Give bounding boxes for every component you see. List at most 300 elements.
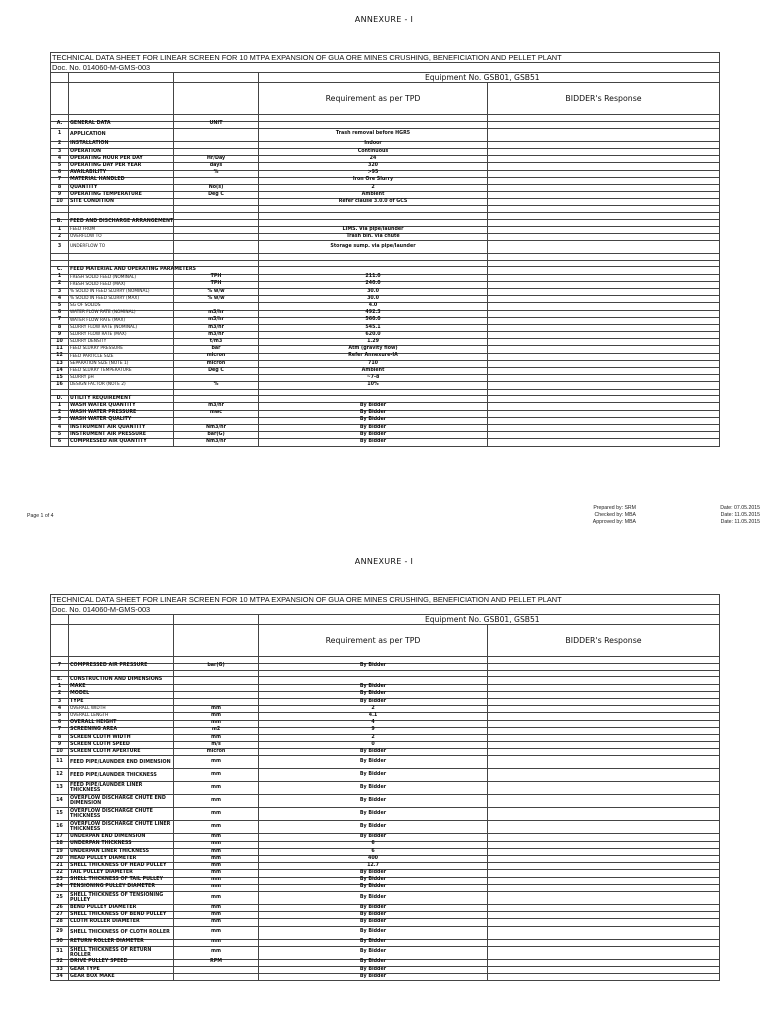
row-bidder-response bbox=[488, 260, 720, 267]
table-row bbox=[51, 756, 720, 769]
annexure-heading-p2: ANNEXURE - I bbox=[354, 557, 414, 566]
row-number: 23 bbox=[51, 877, 69, 884]
page-number: Page 1 of 4 bbox=[27, 513, 54, 519]
row-number: 6 bbox=[51, 439, 69, 446]
row-number: 1 bbox=[51, 128, 69, 141]
row-description: INSTRUMENT AIR PRESSURE bbox=[69, 432, 174, 439]
row-unit: mm bbox=[174, 808, 259, 821]
row-bidder-response bbox=[488, 691, 720, 698]
row-description: SCREENING AREA bbox=[69, 727, 174, 734]
row-number: 5 bbox=[51, 303, 69, 310]
row-description: SHELL THICKNESS OF HEAD PULLEY bbox=[69, 863, 174, 870]
row-requirement bbox=[259, 254, 488, 261]
table-row bbox=[51, 959, 720, 966]
row-bidder-response bbox=[488, 219, 720, 226]
row-description: WATER FLOW RATE (MAX) bbox=[69, 317, 174, 324]
table-row bbox=[51, 891, 720, 904]
row-bidder-response bbox=[488, 410, 720, 417]
row-requirement: 30.0 bbox=[259, 296, 488, 303]
row-description: FEED SLURRY PRESSURE bbox=[69, 346, 174, 353]
row-bidder-response bbox=[488, 303, 720, 310]
row-bidder-response bbox=[488, 939, 720, 946]
row-number: E. bbox=[51, 677, 69, 684]
row-bidder-response bbox=[488, 891, 720, 904]
row-description: OVERFLOW DISCHARGE CHUTE LINER THICKNESS bbox=[69, 821, 174, 834]
row-description bbox=[69, 206, 174, 213]
row-number: 13 bbox=[51, 782, 69, 795]
row-bidder-response bbox=[488, 713, 720, 720]
row-unit: days bbox=[174, 163, 259, 170]
table-row bbox=[51, 706, 720, 713]
row-bidder-response bbox=[488, 424, 720, 431]
row-requirement: 4.1 bbox=[259, 713, 488, 720]
row-requirement: 2 bbox=[259, 184, 488, 191]
row-description: TYPE bbox=[69, 698, 174, 705]
sheet-title: TECHNICAL DATA SHEET FOR LINEAR SCREEN FOR 10 MTPA EXPANSION OF GUA ORE MINES CRUSHING, BENEFICIATION AND PELLET PLANT bbox=[51, 595, 720, 605]
table-row bbox=[51, 795, 720, 808]
table-row bbox=[51, 226, 720, 233]
row-number: 2 bbox=[51, 281, 69, 288]
row-unit bbox=[174, 684, 259, 691]
table-row bbox=[51, 375, 720, 382]
row-description: GENERAL DATA bbox=[69, 121, 174, 128]
row-unit: UNIT bbox=[174, 121, 259, 128]
row-bidder-response bbox=[488, 360, 720, 367]
row-number: 3 bbox=[51, 241, 69, 254]
row-description: HEAD PULLEY DIAMETER bbox=[69, 856, 174, 863]
row-description: OVERFLOW TO bbox=[69, 234, 174, 241]
row-bidder-response bbox=[488, 870, 720, 877]
row-number: 16 bbox=[51, 382, 69, 389]
row-bidder-response bbox=[488, 974, 720, 981]
row-unit: % w/w bbox=[174, 296, 259, 303]
table-row bbox=[51, 663, 720, 670]
row-description: SCREEN CLOTH APERTURE bbox=[69, 749, 174, 756]
row-bidder-response bbox=[488, 184, 720, 191]
row-requirement: Ambient bbox=[259, 368, 488, 375]
approved-date: Date: 11.05.2015 bbox=[720, 518, 760, 525]
date-block bbox=[660, 505, 760, 525]
row-number: 34 bbox=[51, 974, 69, 981]
row-requirement: 400 bbox=[259, 856, 488, 863]
table-row bbox=[51, 841, 720, 848]
row-requirement: LIMS. Via pipe/launder bbox=[259, 226, 488, 233]
row-bidder-response bbox=[488, 141, 720, 148]
row-unit: mm bbox=[174, 863, 259, 870]
row-number: 3 bbox=[51, 417, 69, 424]
datasheet-table-p1 bbox=[50, 52, 720, 447]
row-requirement: By Bidder bbox=[259, 877, 488, 884]
row-unit bbox=[174, 677, 259, 684]
row-bidder-response bbox=[488, 213, 720, 220]
table-row bbox=[51, 749, 720, 756]
prepared-by: Prepared by: SRM bbox=[593, 505, 636, 511]
row-description: DRIVE PULLEY SPEED bbox=[69, 959, 174, 966]
row-requirement: Atm (gravity flow) bbox=[259, 346, 488, 353]
row-description: SHELL THICKNESS OF TENSIONING PULLEY bbox=[69, 891, 174, 904]
row-bidder-response bbox=[488, 396, 720, 403]
row-requirement: >95 bbox=[259, 170, 488, 177]
table-row bbox=[51, 417, 720, 424]
row-requirement: 620.0 bbox=[259, 332, 488, 339]
row-requirement: By Bidder bbox=[259, 939, 488, 946]
table-row bbox=[51, 939, 720, 946]
row-unit: RPM bbox=[174, 959, 259, 966]
row-bidder-response bbox=[488, 403, 720, 410]
row-unit bbox=[174, 199, 259, 206]
row-unit: Deg C bbox=[174, 192, 259, 199]
row-unit: mm bbox=[174, 848, 259, 855]
row-unit: m3/hr bbox=[174, 310, 259, 317]
row-number: 27 bbox=[51, 912, 69, 919]
row-bidder-response bbox=[488, 324, 720, 331]
row-requirement: By Bidder bbox=[259, 884, 488, 891]
row-requirement: By Bidder bbox=[259, 698, 488, 705]
row-unit: mm bbox=[174, 720, 259, 727]
row-requirement bbox=[259, 206, 488, 213]
row-unit bbox=[174, 128, 259, 141]
row-number: 10 bbox=[51, 199, 69, 206]
table-row bbox=[51, 219, 720, 226]
table-row bbox=[51, 288, 720, 295]
row-description: % SOLID IN FEED SLURRY (MAX) bbox=[69, 296, 174, 303]
row-number bbox=[51, 254, 69, 261]
row-bidder-response bbox=[488, 241, 720, 254]
row-description: FEED PIPE/LAUNDER LINER THICKNESS bbox=[69, 782, 174, 795]
row-bidder-response bbox=[488, 192, 720, 199]
row-requirement: By Bidder bbox=[259, 795, 488, 808]
table-row bbox=[51, 310, 720, 317]
row-description: SLURRY pH bbox=[69, 375, 174, 382]
row-number: 7 bbox=[51, 177, 69, 184]
row-number bbox=[51, 206, 69, 213]
row-requirement: By Bidder bbox=[259, 834, 488, 841]
row-number: 5 bbox=[51, 432, 69, 439]
row-unit bbox=[174, 396, 259, 403]
table-row bbox=[51, 303, 720, 310]
equipment-number: Equipment No. GSB01, GSB51 bbox=[259, 615, 720, 625]
row-bidder-response bbox=[488, 281, 720, 288]
row-description: FEED AND DISCHARGE ARRANGEMENT bbox=[70, 219, 174, 225]
bidder-response-header: BIDDER's Response bbox=[488, 625, 720, 657]
row-unit bbox=[174, 148, 259, 155]
row-bidder-response bbox=[488, 821, 720, 834]
row-number bbox=[51, 670, 69, 677]
row-number: 31 bbox=[51, 946, 69, 959]
table-row bbox=[51, 834, 720, 841]
row-number bbox=[51, 260, 69, 267]
row-requirement: By Bidder bbox=[259, 403, 488, 410]
row-description: MODEL bbox=[69, 691, 174, 698]
row-number: 14 bbox=[51, 795, 69, 808]
checked-by: Checked by: MBA bbox=[594, 511, 636, 518]
row-requirement: By Bidder bbox=[259, 919, 488, 926]
row-unit: mm bbox=[174, 904, 259, 911]
row-unit: mm bbox=[174, 734, 259, 741]
row-unit: mm bbox=[174, 912, 259, 919]
row-description: FEED PIPE/LAUNDER THICKNESS bbox=[69, 769, 174, 782]
row-bidder-response bbox=[488, 234, 720, 241]
row-unit: mm bbox=[174, 713, 259, 720]
row-unit bbox=[174, 670, 259, 677]
row-bidder-response bbox=[488, 267, 720, 274]
row-requirement: 12.7 bbox=[259, 863, 488, 870]
row-bidder-response bbox=[488, 756, 720, 769]
row-number: 13 bbox=[51, 360, 69, 367]
row-description: OVERFLOW DISCHARGE CHUTE THICKNESS bbox=[69, 808, 174, 821]
row-bidder-response bbox=[488, 727, 720, 734]
row-requirement: By Bidder bbox=[259, 684, 488, 691]
row-requirement: By Bidder bbox=[259, 432, 488, 439]
row-unit: mm bbox=[174, 884, 259, 891]
row-unit: mm bbox=[174, 856, 259, 863]
table-row bbox=[51, 698, 720, 705]
table-row bbox=[51, 156, 720, 163]
row-number: 9 bbox=[51, 192, 69, 199]
row-unit: No(s) bbox=[174, 184, 259, 191]
row-requirement: By Bidder bbox=[259, 424, 488, 431]
row-bidder-response bbox=[488, 254, 720, 261]
row-description: OVERALL WIDTH bbox=[69, 706, 174, 713]
row-requirement: Storage sump. via pipe/launder bbox=[259, 241, 488, 254]
row-requirement bbox=[259, 115, 488, 122]
row-number: 24 bbox=[51, 884, 69, 891]
row-number: 1 bbox=[51, 274, 69, 281]
row-number: 6 bbox=[51, 310, 69, 317]
table-row bbox=[51, 966, 720, 973]
row-requirement bbox=[259, 213, 488, 220]
row-bidder-response bbox=[488, 749, 720, 756]
table-row bbox=[51, 742, 720, 749]
row-unit: mm bbox=[174, 782, 259, 795]
row-description: SLURRY FLOW RATE (NOMINAL) bbox=[69, 324, 174, 331]
approved-by: Approved by: MBA bbox=[592, 518, 636, 525]
row-bidder-response bbox=[488, 163, 720, 170]
table-row bbox=[51, 782, 720, 795]
row-bidder-response bbox=[488, 310, 720, 317]
table-row bbox=[51, 128, 720, 141]
row-bidder-response bbox=[488, 177, 720, 184]
row-description: OVERFLOW DISCHARGE CHUTE END DIMENSION bbox=[69, 795, 174, 808]
row-requirement: By Bidder bbox=[259, 417, 488, 424]
table-row bbox=[51, 769, 720, 782]
row-requirement: 6 bbox=[259, 848, 488, 855]
row-requirement: ~7-8 bbox=[259, 375, 488, 382]
row-unit bbox=[174, 206, 259, 213]
bidder-response-header: BIDDER's Response bbox=[488, 83, 720, 115]
row-unit: bar(G) bbox=[174, 663, 259, 670]
equipment-number: Equipment No. GSB01, GSB51 bbox=[259, 73, 720, 83]
row-description: UNDERPAN LINER THICKNESS bbox=[69, 848, 174, 855]
table-row bbox=[51, 339, 720, 346]
row-bidder-response bbox=[488, 368, 720, 375]
row-unit bbox=[174, 389, 259, 396]
row-number: 22 bbox=[51, 870, 69, 877]
row-bidder-response bbox=[488, 274, 720, 281]
row-description: FEED PARTICLE SIZE bbox=[69, 353, 174, 360]
row-number: 30 bbox=[51, 939, 69, 946]
row-requirement: 320 bbox=[259, 163, 488, 170]
row-unit bbox=[174, 254, 259, 261]
table-row bbox=[51, 974, 720, 981]
row-number: 8 bbox=[51, 184, 69, 191]
row-number: 28 bbox=[51, 919, 69, 926]
table-row bbox=[51, 382, 720, 389]
row-requirement: 4 bbox=[259, 720, 488, 727]
row-unit: mm bbox=[174, 769, 259, 782]
row-description: COMPRESSED AIR PRESSURE bbox=[69, 663, 174, 670]
row-bidder-response bbox=[488, 353, 720, 360]
row-description: FRESH SOLID FEED (NOMINAL) bbox=[69, 274, 174, 281]
table-row bbox=[51, 439, 720, 446]
checked-date: Date: 11.05.2015 bbox=[720, 511, 760, 518]
row-requirement bbox=[259, 396, 488, 403]
row-bidder-response bbox=[488, 128, 720, 141]
row-number: 5 bbox=[51, 713, 69, 720]
row-requirement: 545.1 bbox=[259, 324, 488, 331]
row-description: MAKE bbox=[69, 684, 174, 691]
row-bidder-response bbox=[488, 904, 720, 911]
table-row bbox=[51, 926, 720, 939]
row-bidder-response bbox=[488, 288, 720, 295]
row-number: 5 bbox=[51, 163, 69, 170]
row-bidder-response bbox=[488, 199, 720, 206]
table-row bbox=[51, 163, 720, 170]
row-description: WASH WATER PRESSURE bbox=[69, 410, 174, 417]
prepared-date: Date: 07.05.2015 bbox=[720, 505, 760, 511]
row-number: 1 bbox=[51, 403, 69, 410]
row-unit: mm bbox=[174, 946, 259, 959]
row-bidder-response bbox=[488, 148, 720, 155]
row-number: 12 bbox=[51, 769, 69, 782]
row-description: OVERALL HEIGHT bbox=[69, 720, 174, 727]
row-bidder-response bbox=[488, 339, 720, 346]
datasheet-table-p2 bbox=[50, 594, 720, 981]
row-number: 4 bbox=[51, 424, 69, 431]
row-requirement bbox=[259, 219, 488, 226]
row-number: 9 bbox=[51, 332, 69, 339]
row-description: UTILITY REQUIREMENT bbox=[69, 396, 174, 403]
row-requirement: 10% bbox=[259, 382, 488, 389]
row-bidder-response bbox=[488, 432, 720, 439]
row-unit: TPH bbox=[174, 281, 259, 288]
row-description: UNDERPAN END DIMENSION bbox=[69, 834, 174, 841]
row-unit: bar(G) bbox=[174, 432, 259, 439]
row-bidder-response bbox=[488, 912, 720, 919]
row-bidder-response bbox=[488, 296, 720, 303]
row-requirement: By Bidder bbox=[259, 870, 488, 877]
row-unit: Nm3/hr bbox=[174, 424, 259, 431]
row-requirement bbox=[259, 121, 488, 128]
row-description: % SOLID IN FEED SLURRY (NOMINAL) bbox=[69, 288, 174, 295]
row-bidder-response bbox=[488, 115, 720, 122]
row-bidder-response bbox=[488, 684, 720, 691]
table-row bbox=[51, 267, 720, 274]
row-requirement: Trash removal before HGR5 bbox=[259, 128, 488, 141]
row-bidder-response bbox=[488, 439, 720, 446]
row-number: 21 bbox=[51, 863, 69, 870]
row-requirement: 6 bbox=[259, 841, 488, 848]
row-description: SCREEN CLOTH SPEED bbox=[69, 742, 174, 749]
row-description: UNDERFLOW TO bbox=[69, 241, 174, 254]
row-description: AVAILABILITY bbox=[69, 170, 174, 177]
row-requirement: By Bidder bbox=[259, 966, 488, 973]
row-unit: mm bbox=[174, 926, 259, 939]
row-requirement: By Bidder bbox=[259, 912, 488, 919]
row-unit: m/s bbox=[174, 742, 259, 749]
row-unit: mm bbox=[174, 877, 259, 884]
table-row bbox=[51, 274, 720, 281]
row-number: 1 bbox=[51, 226, 69, 233]
table-row bbox=[51, 734, 720, 741]
row-requirement bbox=[259, 260, 488, 267]
row-requirement: 30.0 bbox=[259, 288, 488, 295]
row-requirement: By Bidder bbox=[259, 946, 488, 959]
row-requirement bbox=[259, 677, 488, 684]
table-row bbox=[51, 368, 720, 375]
row-unit: micron bbox=[174, 360, 259, 367]
table-row bbox=[51, 317, 720, 324]
row-description: SEPARATION SIZE (NOTE 1) bbox=[69, 360, 174, 367]
blank-row bbox=[51, 115, 720, 122]
table-row bbox=[51, 296, 720, 303]
requirement-header: Requirement as per TPD bbox=[259, 83, 488, 115]
annexure-heading-p1: ANNEXURE - I bbox=[354, 15, 414, 24]
table-row bbox=[51, 148, 720, 155]
row-bidder-response bbox=[488, 670, 720, 677]
row-number: 10 bbox=[51, 749, 69, 756]
table-row bbox=[51, 727, 720, 734]
row-number: 7 bbox=[51, 727, 69, 734]
row-bidder-response bbox=[488, 884, 720, 891]
row-description: CLOTH ROLLER DIAMETER bbox=[69, 919, 174, 926]
table-row bbox=[51, 184, 720, 191]
row-requirement: By Bidder bbox=[259, 439, 488, 446]
row-description: SHELL THICKNESS OF CLOTH ROLLER bbox=[69, 926, 174, 939]
table-row bbox=[51, 713, 720, 720]
row-description: OPERATING TEMPERATURE bbox=[69, 192, 174, 199]
row-bidder-response bbox=[488, 346, 720, 353]
row-requirement: By Bidder bbox=[259, 769, 488, 782]
sheet-title: TECHNICAL DATA SHEET FOR LINEAR SCREEN FOR 10 MTPA EXPANSION OF GUA ORE MINES CRUSHING, BENEFICIATION AND PELLET PLANT bbox=[51, 53, 720, 63]
row-requirement: 2 bbox=[259, 734, 488, 741]
table-row bbox=[51, 281, 720, 288]
row-unit: Hr/Day bbox=[174, 156, 259, 163]
table-row bbox=[51, 677, 720, 684]
row-number: D. bbox=[51, 396, 69, 403]
row-bidder-response bbox=[488, 375, 720, 382]
row-description: GEAR TYPE bbox=[69, 966, 174, 973]
blank-row bbox=[51, 389, 720, 396]
row-bidder-response bbox=[488, 834, 720, 841]
row-description: FEED MATERIAL AND OPERATING PARAMETERS bbox=[70, 267, 196, 273]
row-description: FRESH SOLID FEED (MAX) bbox=[69, 281, 174, 288]
row-requirement: Indoor bbox=[259, 141, 488, 148]
row-unit: mm bbox=[174, 756, 259, 769]
row-unit bbox=[174, 303, 259, 310]
row-unit: % bbox=[174, 382, 259, 389]
row-unit: micron bbox=[174, 749, 259, 756]
row-bidder-response bbox=[488, 966, 720, 973]
row-unit: mm bbox=[174, 939, 259, 946]
row-bidder-response bbox=[488, 742, 720, 749]
row-number: 10 bbox=[51, 339, 69, 346]
row-description bbox=[69, 260, 174, 267]
row-description: SHELL THICKNESS OF BEND PULLEY bbox=[69, 912, 174, 919]
row-unit: m3/hr bbox=[174, 317, 259, 324]
row-bidder-response bbox=[488, 706, 720, 713]
doc-number: Doc. No. 014060-M-GMS-003 bbox=[51, 63, 720, 73]
